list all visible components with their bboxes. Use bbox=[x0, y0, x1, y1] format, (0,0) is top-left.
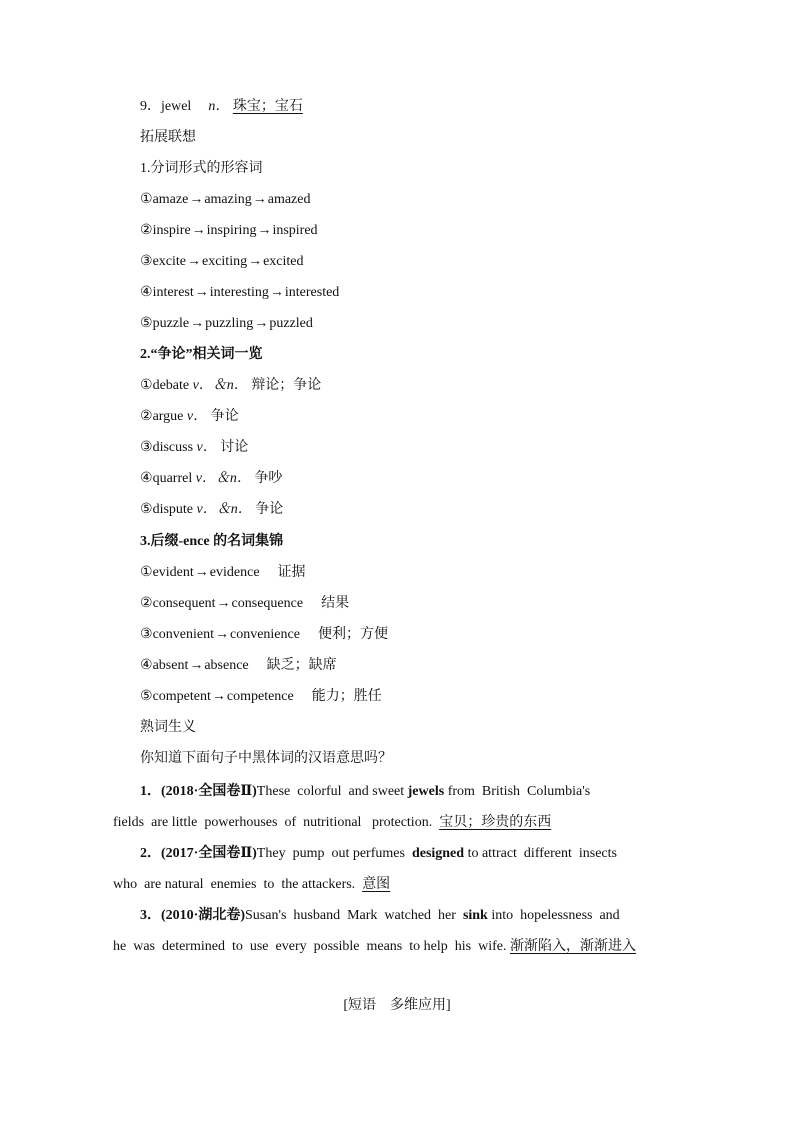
example-2-keyword: designed bbox=[411, 846, 465, 861]
participle-row bbox=[140, 190, 310, 210]
example-2-line2 bbox=[113, 875, 390, 895]
ing-form: puzzling bbox=[205, 316, 254, 331]
participle-row bbox=[140, 221, 318, 241]
example-1-answer: 宝贝；珍贵的东西 bbox=[439, 815, 552, 830]
ence-noun-row bbox=[140, 563, 306, 583]
argue-word-row bbox=[140, 469, 282, 489]
item-number-word: 9．jewel bbox=[140, 99, 192, 114]
example-1-keyword: jewels bbox=[407, 784, 445, 799]
argue-word-row bbox=[140, 438, 248, 458]
argue-word-row bbox=[140, 376, 321, 396]
noun: evidence bbox=[209, 565, 260, 580]
example-1-text-line2: fields are little powerhouses of nutritional protection. bbox=[113, 815, 440, 830]
arrow-icon: → bbox=[189, 192, 204, 207]
noun-meaning: 证据 bbox=[277, 565, 306, 580]
example-2-text-post: to attract different insects bbox=[464, 846, 617, 861]
row-marker: ③ bbox=[140, 440, 153, 455]
ed-form: excited bbox=[263, 254, 304, 269]
ed-form: interested bbox=[284, 285, 340, 300]
ence-noun-row bbox=[140, 687, 382, 707]
example-3-source: (2010·湖北卷) bbox=[161, 908, 245, 923]
ence-noun-row bbox=[140, 656, 337, 676]
noun-meaning: 能力；胜任 bbox=[311, 689, 382, 704]
word: dispute bbox=[152, 502, 194, 517]
arrow-icon: → bbox=[252, 192, 267, 207]
row-marker: ② bbox=[140, 223, 153, 238]
noun: competence bbox=[226, 689, 294, 704]
row-marker: ② bbox=[140, 409, 153, 424]
word-meaning: 讨论 bbox=[220, 440, 249, 455]
example-1-source: (2018·全国卷Ⅱ) bbox=[161, 784, 257, 799]
base-verb: excite bbox=[152, 254, 186, 269]
part-of-speech: v． bbox=[186, 409, 208, 424]
example-2-number: 2． bbox=[140, 846, 161, 861]
base-verb: inspire bbox=[152, 223, 191, 238]
example-1-line1 bbox=[140, 782, 590, 802]
row-marker: ④ bbox=[140, 658, 153, 673]
row-marker: ⑤ bbox=[140, 316, 153, 331]
row-marker: ⑤ bbox=[140, 502, 153, 517]
arrow-icon: → bbox=[194, 285, 209, 300]
adjective: convenient bbox=[152, 627, 214, 642]
word-meaning: 争吵 bbox=[254, 471, 283, 486]
adjective: competent bbox=[152, 689, 211, 704]
arrow-icon: → bbox=[214, 627, 229, 642]
example-3-text-pre: Susan's husband Mark watched her bbox=[245, 908, 463, 923]
noun-meaning: 便利；方便 bbox=[317, 627, 388, 642]
noun: convenience bbox=[229, 627, 300, 642]
noun-meaning: 缺乏；缺席 bbox=[266, 658, 337, 673]
familiar-section-title: 熟词生义 bbox=[140, 720, 196, 735]
word: argue bbox=[152, 409, 184, 424]
arrow-icon: → bbox=[211, 689, 226, 704]
ing-form: amazing bbox=[204, 192, 252, 207]
section1-title: 1.分词形式的形容词 bbox=[140, 161, 263, 176]
example-3-answer: 渐渐陷入，渐渐进入 bbox=[509, 939, 636, 954]
example-2-source: (2017·全国卷Ⅱ) bbox=[161, 846, 257, 861]
base-verb: puzzle bbox=[152, 316, 190, 331]
part-of-speech: v．＆n． bbox=[192, 378, 248, 393]
example-1-line2 bbox=[113, 813, 551, 833]
argue-word-row bbox=[140, 500, 283, 520]
part-of-speech: v． bbox=[196, 440, 217, 455]
arrow-icon: → bbox=[190, 316, 205, 331]
row-marker: ④ bbox=[140, 471, 153, 486]
arrow-icon: → bbox=[269, 285, 284, 300]
question-prompt: 你知道下面句子中黑体词的汉语意思吗？ bbox=[140, 751, 392, 766]
example-3-line1 bbox=[140, 906, 620, 926]
example-3-keyword: sink bbox=[462, 908, 488, 923]
example-1-text-pre: These colorful and sweet bbox=[256, 784, 408, 799]
example-2-text-pre: They pump out perfumes bbox=[256, 846, 412, 861]
row-marker: ② bbox=[140, 596, 153, 611]
part-of-speech: v．＆n． bbox=[195, 471, 251, 486]
ence-noun-row bbox=[140, 625, 388, 645]
arrow-icon: → bbox=[257, 223, 272, 238]
row-marker: ③ bbox=[140, 627, 153, 642]
participle-row bbox=[140, 283, 339, 303]
example-2-line1 bbox=[140, 844, 617, 864]
ing-form: interesting bbox=[209, 285, 269, 300]
example-1-number: 1． bbox=[140, 784, 161, 799]
example-1-text-post: from British Columbia's bbox=[444, 784, 591, 799]
example-3-line2 bbox=[113, 937, 636, 957]
base-verb: interest bbox=[152, 285, 194, 300]
noun-meaning: 结果 bbox=[321, 596, 350, 611]
section3-title: 3.后缀-ence 的名词集锦 bbox=[140, 534, 284, 549]
arrow-icon: → bbox=[248, 254, 263, 269]
arrow-icon: → bbox=[191, 223, 206, 238]
ed-form: puzzled bbox=[269, 316, 313, 331]
ed-form: inspired bbox=[272, 223, 318, 238]
adjective: evident bbox=[152, 565, 194, 580]
example-3-number: 3． bbox=[140, 908, 161, 923]
part-of-speech: v．＆n． bbox=[196, 502, 252, 517]
arrow-icon: → bbox=[186, 254, 201, 269]
section2-title: 2.“争论”相关词一览 bbox=[140, 347, 263, 362]
participle-row bbox=[140, 252, 304, 272]
ence-noun-row bbox=[140, 594, 349, 614]
part-of-speech: n． bbox=[208, 99, 230, 114]
expand-section-title: 拓展联想 bbox=[140, 130, 196, 145]
word-meaning: 争论 bbox=[210, 409, 239, 424]
participle-row bbox=[140, 314, 313, 334]
arrow-icon: → bbox=[194, 565, 209, 580]
example-3-text-post: into hopelessness and bbox=[487, 908, 620, 923]
base-verb: amaze bbox=[152, 192, 189, 207]
footer-section-title: [短语 多维应用] bbox=[343, 998, 451, 1013]
arrow-icon: → bbox=[216, 596, 231, 611]
example-3-text-line2: he was determined to use every possible means to help his wife. bbox=[113, 939, 510, 954]
vocab-item-9 bbox=[140, 97, 303, 117]
arrow-icon: → bbox=[189, 658, 204, 673]
arrow-icon: → bbox=[254, 316, 269, 331]
word: discuss bbox=[152, 440, 194, 455]
word-meaning: 辩论；争论 bbox=[251, 378, 322, 393]
row-marker: ① bbox=[140, 192, 153, 207]
ing-form: exciting bbox=[201, 254, 248, 269]
noun: consequence bbox=[231, 596, 304, 611]
row-marker: ① bbox=[140, 378, 153, 393]
row-marker: ③ bbox=[140, 254, 153, 269]
row-marker: ① bbox=[140, 565, 153, 580]
adjective: absent bbox=[152, 658, 189, 673]
row-marker: ④ bbox=[140, 285, 153, 300]
argue-word-row bbox=[140, 407, 239, 427]
row-marker: ⑤ bbox=[140, 689, 153, 704]
adjective: consequent bbox=[152, 596, 216, 611]
ed-form: amazed bbox=[267, 192, 311, 207]
item-meaning: 珠宝；宝石 bbox=[232, 99, 303, 114]
word: debate bbox=[152, 378, 190, 393]
ing-form: inspiring bbox=[206, 223, 257, 238]
example-2-text-line2: who are natural enemies to the attackers. bbox=[113, 877, 363, 892]
noun: absence bbox=[204, 658, 249, 673]
word: quarrel bbox=[152, 471, 193, 486]
word-meaning: 争论 bbox=[255, 502, 284, 517]
example-2-answer: 意图 bbox=[362, 877, 391, 892]
